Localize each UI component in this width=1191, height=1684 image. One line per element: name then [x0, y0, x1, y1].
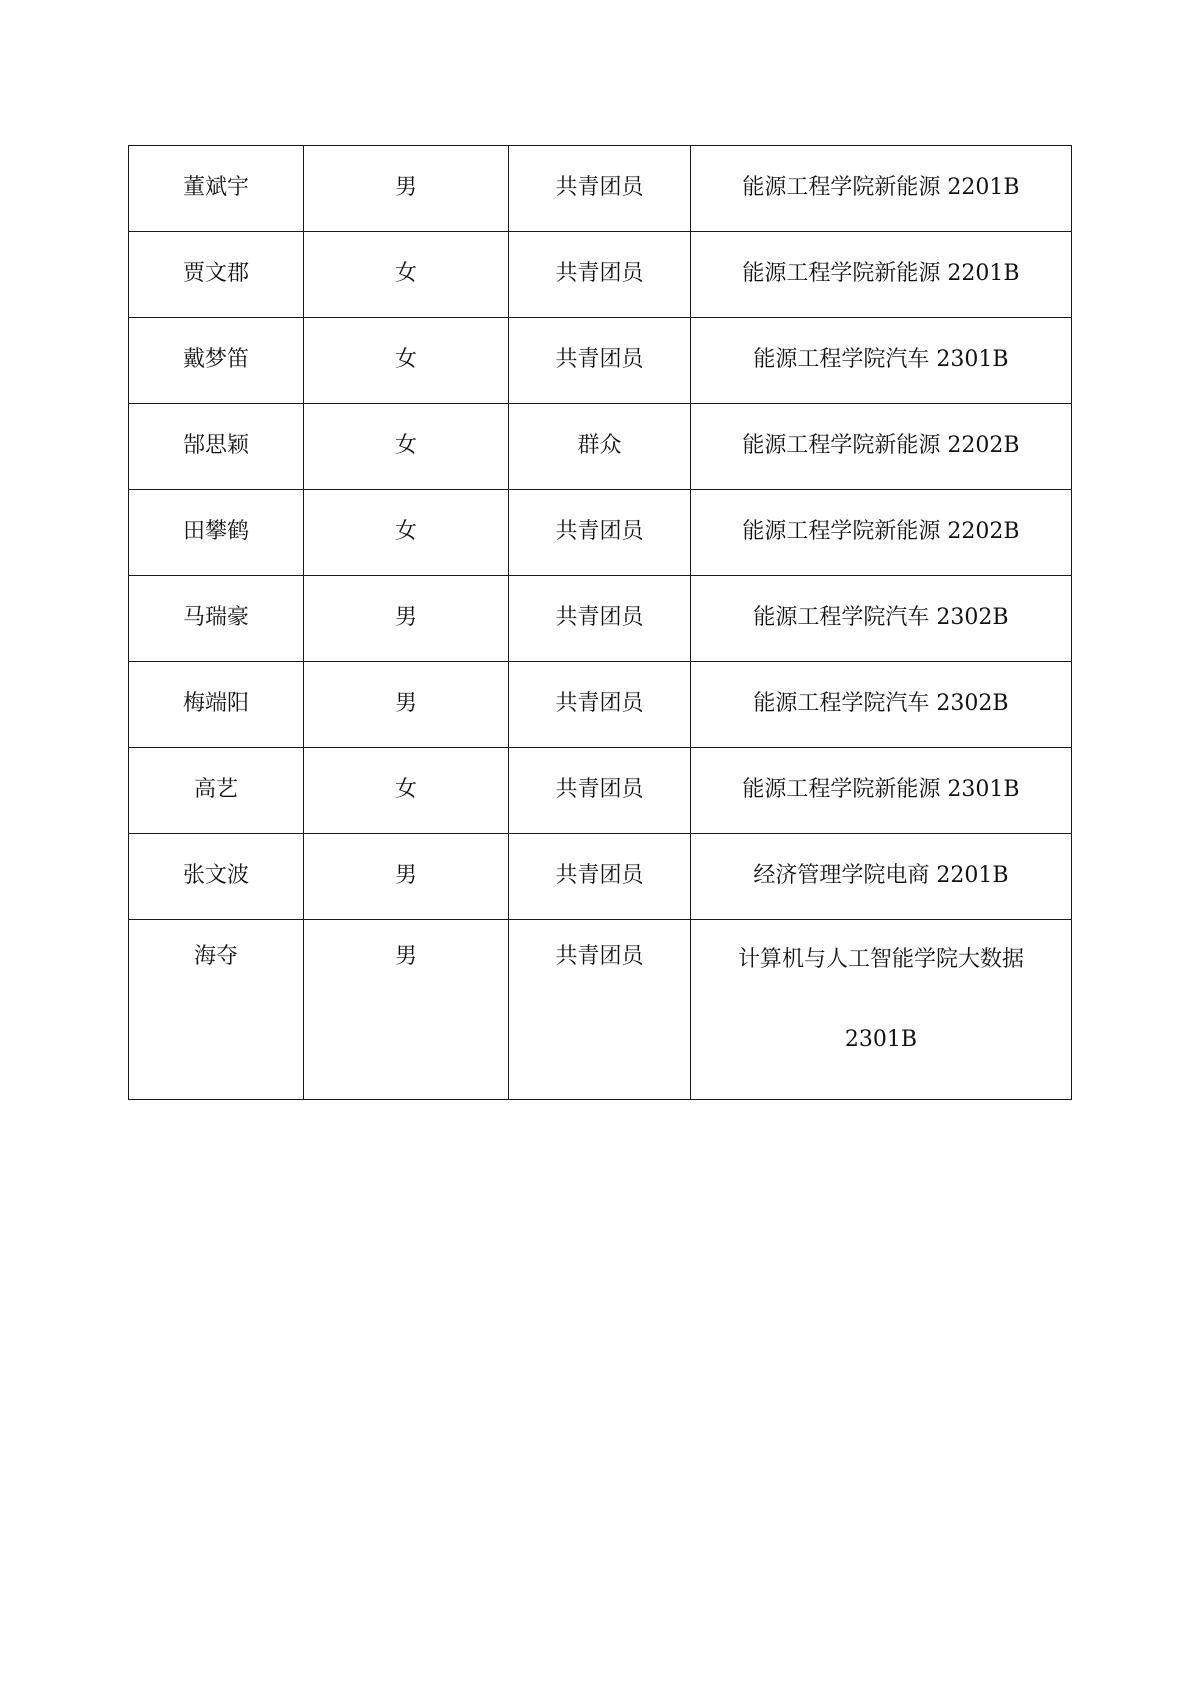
- name-cell: 田攀鹤: [129, 490, 304, 576]
- class-cell: 能源工程学院汽车 2302B: [691, 576, 1072, 662]
- gender-cell: 女: [304, 404, 509, 490]
- gender-cell: 男: [304, 576, 509, 662]
- table-row: [129, 920, 1072, 1100]
- table-row: [129, 834, 1072, 920]
- political-status-cell: 共青团员: [509, 748, 691, 834]
- gender-cell: 男: [304, 146, 509, 232]
- political-status-cell: 共青团员: [509, 662, 691, 748]
- class-cell: 计算机与人工智能学院大数据 2301B: [691, 920, 1072, 1100]
- table-row: [129, 318, 1072, 404]
- student-roster-table: [128, 145, 1072, 1100]
- political-status-cell: 共青团员: [509, 232, 691, 318]
- class-cell: 经济管理学院电商 2201B: [691, 834, 1072, 920]
- class-cell: 能源工程学院汽车 2302B: [691, 662, 1072, 748]
- table-row: [129, 404, 1072, 490]
- name-cell: 贾文郡: [129, 232, 304, 318]
- name-cell: 梅端阳: [129, 662, 304, 748]
- name-cell: 海夺: [129, 920, 304, 1100]
- table-row: [129, 232, 1072, 318]
- gender-cell: 女: [304, 490, 509, 576]
- class-cell: 能源工程学院新能源 2301B: [691, 748, 1072, 834]
- name-cell: 郜思颖: [129, 404, 304, 490]
- class-cell: 能源工程学院新能源 2201B: [691, 146, 1072, 232]
- gender-cell: 女: [304, 748, 509, 834]
- table-row: [129, 576, 1072, 662]
- name-cell: 戴梦笛: [129, 318, 304, 404]
- political-status-cell: 共青团员: [509, 834, 691, 920]
- class-cell: 能源工程学院新能源 2202B: [691, 404, 1072, 490]
- gender-cell: 男: [304, 834, 509, 920]
- gender-cell: 女: [304, 318, 509, 404]
- class-cell: 能源工程学院新能源 2201B: [691, 232, 1072, 318]
- political-status-cell: 群众: [509, 404, 691, 490]
- political-status-cell: 共青团员: [509, 576, 691, 662]
- table-row: [129, 146, 1072, 232]
- class-cell: 能源工程学院汽车 2301B: [691, 318, 1072, 404]
- table-row: [129, 748, 1072, 834]
- table-row: [129, 490, 1072, 576]
- name-cell: 高艺: [129, 748, 304, 834]
- gender-cell: 男: [304, 662, 509, 748]
- political-status-cell: 共青团员: [509, 920, 691, 1100]
- gender-cell: 男: [304, 920, 509, 1100]
- class-cell: 能源工程学院新能源 2202B: [691, 490, 1072, 576]
- political-status-cell: 共青团员: [509, 490, 691, 576]
- table-row: [129, 662, 1072, 748]
- political-status-cell: 共青团员: [509, 146, 691, 232]
- name-cell: 董斌宇: [129, 146, 304, 232]
- gender-cell: 女: [304, 232, 509, 318]
- political-status-cell: 共青团员: [509, 318, 691, 404]
- name-cell: 马瑞豪: [129, 576, 304, 662]
- name-cell: 张文波: [129, 834, 304, 920]
